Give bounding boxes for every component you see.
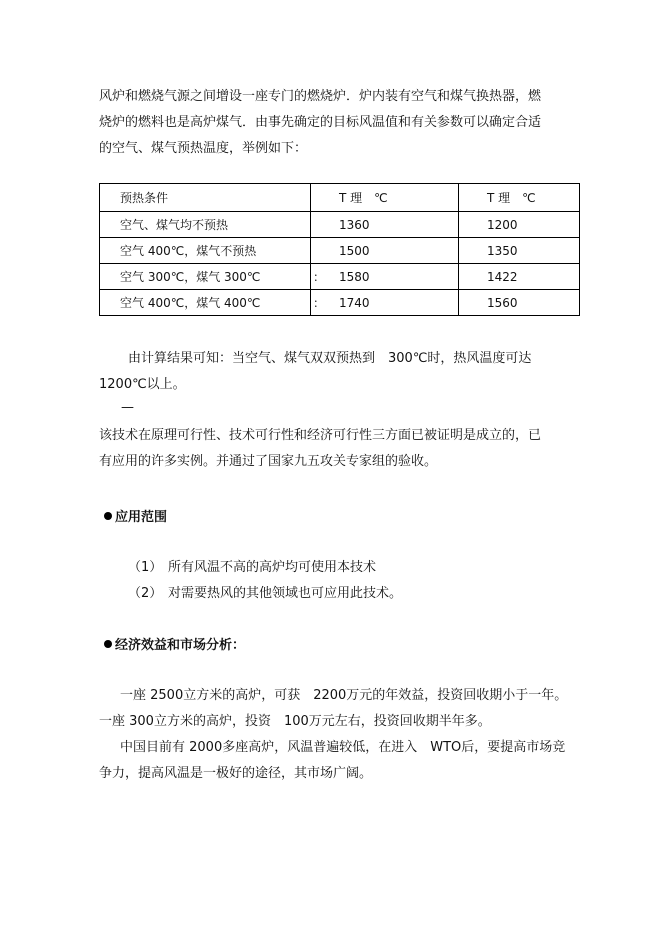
row-condition: 空气 400℃，煤气不预热	[100, 238, 311, 264]
table-header-row	[100, 184, 580, 212]
dash-mark: —	[121, 400, 134, 415]
econ-line-4: 争力，提高风温是一极好的途径，其市场广阔。	[99, 766, 373, 781]
list-text: 所有风温不高的高炉均可使用本技术	[168, 560, 377, 575]
row-value-1: 1500	[311, 238, 459, 264]
bullet-icon	[104, 640, 112, 648]
econ-line-1: 一座 2500立方米的高炉，可获 2200万元的年效益，投资回收期小于一年。	[120, 688, 568, 703]
header-condition: 预热条件	[100, 184, 311, 212]
section-title: 应用范围	[115, 510, 168, 525]
row-value-text: 1740	[339, 296, 370, 310]
proof-line-1: 该技术在原理可行性、技术可行性和经济可行性三方面已被证明是成立的，已	[99, 428, 542, 443]
list-number: （2）	[128, 586, 163, 601]
row-value-text: 1580	[339, 270, 370, 284]
row-value-1: ： 1740	[311, 290, 459, 316]
row-condition: 空气、煤气均不预热	[100, 212, 311, 238]
header-t2: T 理 ℃	[459, 184, 580, 212]
list-item	[128, 556, 376, 575]
section-heading-scope	[104, 506, 167, 525]
row-value-2: 1200	[459, 212, 580, 238]
row-value-2: 1350	[459, 238, 580, 264]
table-row	[100, 212, 580, 238]
list-number: （1）	[128, 560, 163, 575]
result-line-1: 由计算结果可知：当空气、煤气双双预热到 300℃时，热风温度可达	[128, 351, 532, 366]
bullet-icon	[104, 512, 112, 520]
list-text: 对需要热风的其他领域也可应用此技术。	[168, 586, 403, 601]
result-line-2: 1200℃以上。	[99, 377, 186, 392]
row-value-2: 1560	[459, 290, 580, 316]
intro-line-2: 烧炉的燃料也是高炉煤气．由事先确定的目标风温值和有关参数可以确定合适	[99, 115, 542, 130]
row-value-1: ： 1580	[311, 264, 459, 290]
table-row	[100, 264, 580, 290]
intro-line-1: 风炉和燃烧气源之间增设一座专门的燃烧炉．炉内装有空气和煤气换热器，燃	[99, 89, 542, 104]
table-row	[100, 238, 580, 264]
intro-line-3: 的空气、煤气预热温度，举例如下：	[99, 141, 308, 156]
list-item	[128, 582, 402, 601]
row-value-2: 1422	[459, 264, 580, 290]
proof-line-2: 有应用的许多实例。并通过了国家九五攻关专家组的验收。	[99, 454, 438, 469]
row-condition: 空气 300℃，煤气 300℃	[100, 264, 311, 290]
table-row	[100, 290, 580, 316]
econ-line-2: 一座 300立方米的高炉，投资 100万元左右，投资回收期半年多。	[99, 714, 491, 729]
econ-line-3: 中国目前有 2000多座高炉，风温普遍较低，在进入 WTO后，要提高市场竞	[120, 740, 566, 755]
preheat-table	[99, 183, 580, 316]
header-t1: T 理 ℃	[311, 184, 459, 212]
row-condition: 空气 400℃，煤气 400℃	[100, 290, 311, 316]
row-value-1: 1360	[311, 212, 459, 238]
section-title: 经济效益和市场分析：	[115, 638, 246, 653]
section-heading-economics	[104, 634, 245, 653]
